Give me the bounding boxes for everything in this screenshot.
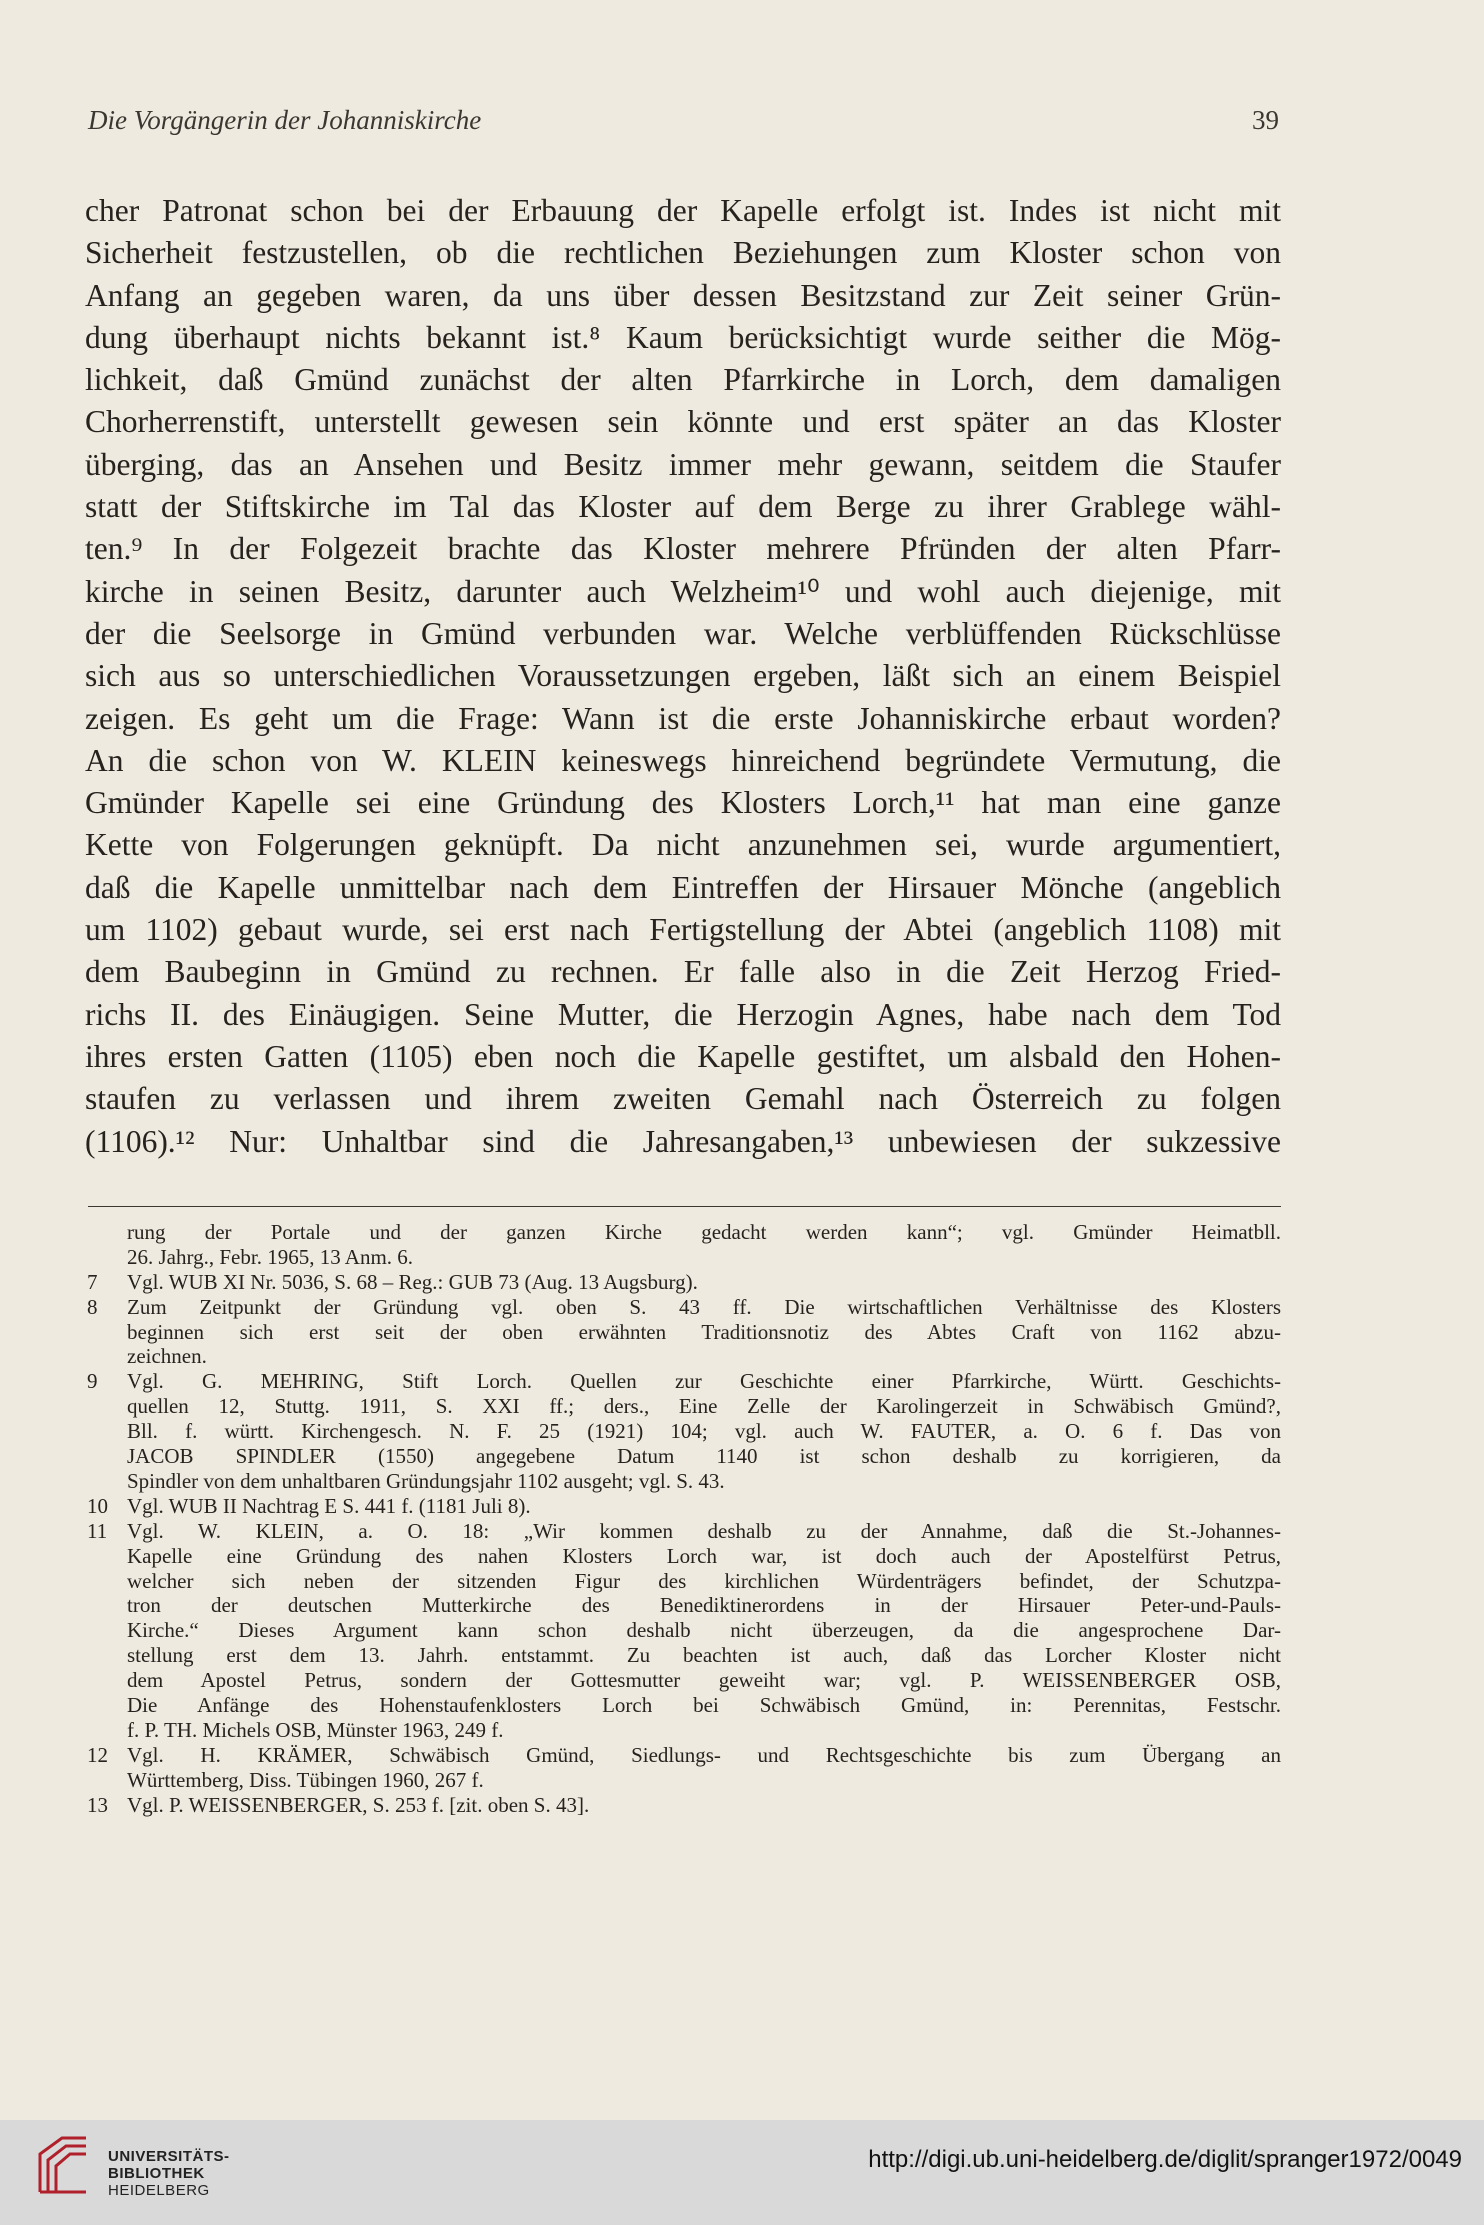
- footnote-line: zeichnen.: [127, 1344, 207, 1369]
- footnote-line: Bll. f. württ. Kirchengesch. N. F. 25 (1921) 104; vgl. auch W. FAUTER, a. O. 6 f. Das von: [127, 1419, 1281, 1444]
- footnote-line: Vgl. WUB II Nachtrag E S. 441 f. (1181 Juli 8).: [127, 1493, 531, 1518]
- footnote: [85, 1295, 1281, 1370]
- body-line: um 1102) gebaut wurde, sei erst nach Fertigstellung der Abtei (angeblich 1108) mit: [85, 912, 1281, 948]
- footnote-text: [127, 1295, 1281, 1370]
- source-url-link[interactable]: http://digi.ub.uni-heidelberg.de/diglit/spranger1972/0049: [868, 2146, 1462, 2173]
- footnote: [85, 1369, 1281, 1493]
- footnote-line: Spindler von dem unhaltbaren Gründungsjahr 1102 ausgeht; vgl. S. 43.: [127, 1468, 725, 1493]
- footnote-text: [127, 1519, 1281, 1743]
- body-line: ihres ersten Gatten (1105) eben noch die Kapelle gestiftet, um alsbald den Hohen-: [85, 1038, 1281, 1074]
- footnote-line: 26. Jahrg., Febr. 1965, 13 Anm. 6.: [127, 1244, 414, 1269]
- body-line: statt der Stiftskirche im Tal das Kloster auf dem Berge zu ihrer Grablege wähl-: [85, 489, 1281, 525]
- footnote-number: 7: [87, 1269, 98, 1294]
- footnote-line: dem Apostel Petrus, sondern der Gottesmutter geweiht war; vgl. P. WEISSENBERGER OSB,: [127, 1668, 1281, 1693]
- body-line: cher Patronat schon bei der Erbauung der Kapelle erfolgt ist. Indes ist nicht mit: [85, 193, 1281, 228]
- body-line: kirche in seinen Besitz, darunter auch Welzheim¹⁰ und wohl auch diejenige, mit: [85, 573, 1281, 609]
- footnote-line: welcher sich neben der sitzenden Figur des kirchlichen Würdenträgers befindet, der Schutzpa-: [127, 1568, 1281, 1593]
- body-line: lichkeit, daß Gmünd zunächst der alten Pfarrkirche in Lorch, dem damaligen: [85, 362, 1281, 398]
- page-number: 39: [1252, 105, 1279, 135]
- footnote-text: [127, 1793, 1281, 1818]
- body-line: dem Baubeginn in Gmünd zu rechnen. Er falle also in die Zeit Herzog Fried-: [85, 954, 1281, 990]
- footnote-line: Württemberg, Diss. Tübingen 1960, 267 f.: [127, 1767, 484, 1792]
- running-head-title: Die Vorgängerin der Johanniskirche: [88, 105, 482, 135]
- footnote-line: Vgl. P. WEISSENBERGER, S. 253 f. [zit. oben S. 43].: [127, 1792, 590, 1817]
- body-line: daß die Kapelle unmittelbar nach dem Eintreffen der Hirsauer Mönche (angeblich: [85, 869, 1281, 905]
- library-name: [108, 2148, 230, 2199]
- footnote-number: 10: [87, 1493, 108, 1518]
- body-line: richs II. des Einäugigen. Seine Mutter, die Herzogin Agnes, habe nach dem Tod: [85, 996, 1281, 1032]
- body-text: [85, 190, 1281, 1163]
- body-line: der die Seelsorge in Gmünd verbunden war. Welche verblüffenden Rückschlüsse: [85, 615, 1281, 651]
- body-line: zeigen. Es geht um die Frage: Wann ist die erste Johanniskirche erbaut worden?: [85, 700, 1281, 736]
- footnote-line: f. P. TH. Michels OSB, Münster 1963, 249 f.: [127, 1717, 504, 1742]
- footnote-text: [127, 1494, 1281, 1519]
- footnote-text: [127, 1369, 1281, 1493]
- footnote-number: 12: [87, 1742, 108, 1767]
- footnote: [85, 1270, 1281, 1295]
- footnote-line: tron der deutschen Mutterkirche des Benediktinerordens in der Hirsauer Peter-und-Pauls-: [127, 1593, 1281, 1618]
- body-line: Anfang an gegeben waren, da uns über dessen Besitzstand zur Zeit seiner Grün-: [85, 277, 1281, 313]
- footnote-divider: [88, 1206, 1281, 1207]
- footnote-line: Vgl. G. MEHRING, Stift Lorch. Quellen zur Geschichte einer Pfarrkirche, Württ. Geschichts-: [127, 1369, 1281, 1394]
- footnote-line: Vgl. H. KRÄMER, Schwäbisch Gmünd, Siedlungs- und Rechtsgeschichte bis zum Übergang an: [127, 1742, 1281, 1767]
- footnote-line: Die Anfänge des Hohenstaufenklosters Lorch bei Schwäbisch Gmünd, in: Perennitas, Festschr.: [127, 1692, 1281, 1717]
- footnote-line: Zum Zeitpunkt der Gründung vgl. oben S. 43 ff. Die wirtschaftlichen Verhältnisse des Klosters: [127, 1294, 1281, 1319]
- footnote-line: rung der Portale und der ganzen Kirche gedacht werden kann“; vgl. Gmünder Heimatbll.: [127, 1220, 1281, 1244]
- footnote-number: 8: [87, 1294, 98, 1319]
- footnote-line: Vgl. W. KLEIN, a. O. 18: „Wir kommen deshalb zu der Annahme, daß die St.-Johannes-: [127, 1518, 1281, 1543]
- body-line: dung überhaupt nichts bekannt ist.⁸ Kaum berücksichtigt wurde seither die Mög-: [85, 319, 1281, 355]
- footnote: [85, 1793, 1281, 1818]
- body-line: An die schon von W. KLEIN keineswegs hinreichend begründete Vermutung, die: [85, 742, 1281, 778]
- body-line: Gmünder Kapelle sei eine Gründung des Klosters Lorch,¹¹ hat man eine ganze: [85, 785, 1281, 821]
- body-line: überging, das an Ansehen und Besitz immer mehr gewann, seitdem die Staufer: [85, 446, 1281, 482]
- footnote: [85, 1743, 1281, 1793]
- body-line: staufen zu verlassen und ihrem zweiten Gemahl nach Österreich zu folgen: [85, 1081, 1281, 1117]
- footnote-text: [127, 1743, 1281, 1793]
- body-line: ten.⁹ In der Folgezeit brachte das Kloster mehrere Pfründen der alten Pfarr-: [85, 531, 1281, 567]
- footnote-line: Kirche.“ Dieses Argument kann schon deshalb nicht überzeugen, da die angesprochene Dar-: [127, 1618, 1281, 1643]
- footnote-line: quellen 12, Stuttg. 1911, S. XXI ff.; ders., Eine Zelle der Karolingerzeit in Schwäbisch Gmünd?,: [127, 1394, 1281, 1419]
- footnote: [85, 1519, 1281, 1743]
- body-line: Kette von Folgerungen geknüpft. Da nicht anzunehmen sei, wurde argumentiert,: [85, 827, 1281, 863]
- running-head: [88, 105, 1279, 136]
- footnote-text: [127, 1270, 1281, 1295]
- footnote: [85, 1494, 1281, 1519]
- footnote-line: Kapelle eine Gründung des nahen Klosters Lorch war, ist doch auch der Apostelfürst Petrus,: [127, 1543, 1281, 1568]
- body-line: sich aus so unterschiedlichen Voraussetzungen ergeben, läßt sich an einem Beispiel: [85, 658, 1281, 694]
- footnotes: [85, 1220, 1281, 1817]
- library-name-line-1: UNIVERSITÄTS-: [108, 2148, 230, 2165]
- university-library-logo-icon: [36, 2134, 90, 2196]
- footnote-number: 13: [87, 1792, 108, 1817]
- footnote-line: JACOB SPINDLER (1550) angegebene Datum 1140 ist schon deshalb zu korrigieren, da: [127, 1444, 1281, 1469]
- footnote-line: Vgl. WUB XI Nr. 5036, S. 68 – Reg.: GUB 73 (Aug. 13 Augsburg).: [127, 1269, 698, 1294]
- body-line: (1106).¹² Nur: Unhaltbar sind die Jahresangaben,¹³ unbewiesen der sukzessive: [85, 1123, 1281, 1159]
- body-line: Chorherrenstift, unterstellt gewesen sein könnte und erst später an das Kloster: [85, 404, 1281, 440]
- footnote-line: stellung erst dem 13. Jahrh. entstammt. Zu beachten ist auch, daß das Lorcher Kloster nicht: [127, 1643, 1281, 1668]
- footnote-continuation: [85, 1220, 1281, 1270]
- footnote-line: beginnen sich erst seit der oben erwähnten Traditionsnotiz des Abtes Craft von 1162 abzu-: [127, 1319, 1281, 1344]
- body-line: Sicherheit festzustellen, ob die rechtlichen Beziehungen zum Kloster schon von: [85, 235, 1281, 271]
- footnote-number: 9: [87, 1369, 98, 1394]
- library-name-line-2: BIBLIOTHEK: [108, 2165, 205, 2182]
- library-name-line-3: HEIDELBERG: [108, 2182, 210, 2199]
- footnote-number: 11: [87, 1518, 108, 1543]
